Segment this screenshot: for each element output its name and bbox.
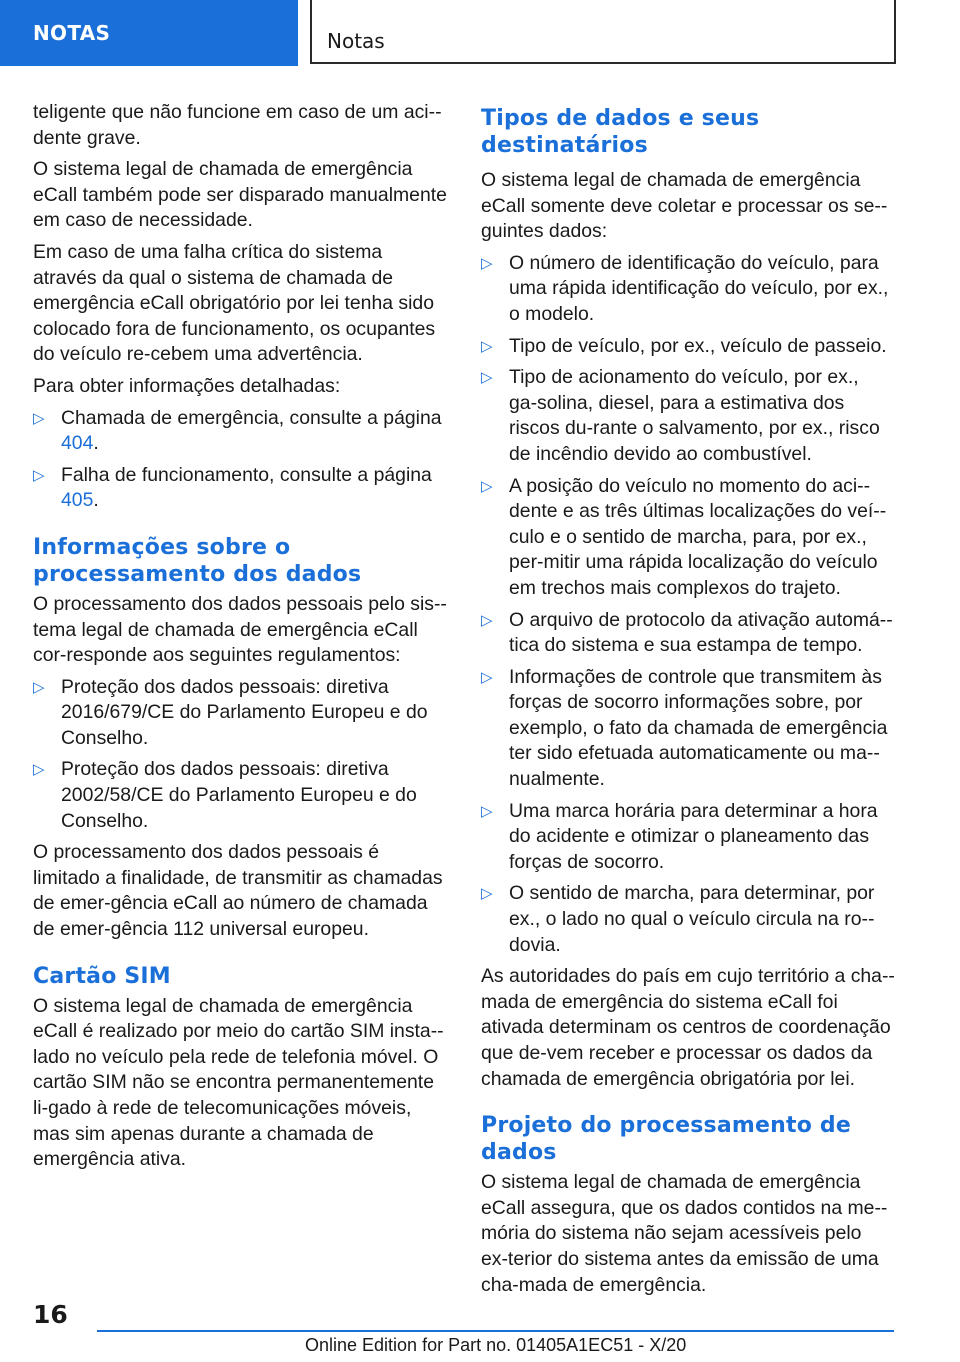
paragraph: O sistema legal de chamada de emergência eCall assegura, que os dados contidos na me-mória do sistema não sejam acessíveis pelo ex-terior do sistema antes da emissão de uma cha-mada de emergência. bbox=[481, 1171, 888, 1296]
list-item-end: . bbox=[93, 432, 99, 455]
list-item bbox=[481, 608, 895, 659]
list-item-text: A posição do veículo no momento do aci-dente e as três últimas localizações do veí-culo e o sentido de marcha, para, por ex., per-mitir uma rápida localização do veículo em trechos mais complexos do trajeto. bbox=[509, 474, 887, 599]
footer-divider bbox=[97, 1330, 894, 1332]
data-types-list bbox=[481, 251, 895, 958]
triangle-right-icon: ▷ bbox=[481, 610, 493, 629]
page-number: 16 bbox=[33, 1300, 68, 1329]
list-item bbox=[33, 406, 449, 457]
paragraph: teligente que não funcione em caso de um aci-dente grave. bbox=[33, 101, 442, 149]
reference-list bbox=[33, 406, 449, 514]
paragraph: As autoridades do país em cujo território a cha-mada de emergência do sistema eCall foi ativada determinam os centros de coordenação que de-vem receber e processar os dados da chamada de emergência obrigatória por lei. bbox=[481, 965, 895, 1090]
list-item-text: O arquivo de protocolo da ativação automá-tica do sistema e sua estampa de tempo. bbox=[509, 608, 893, 657]
section-tab: NOTAS bbox=[0, 0, 298, 66]
paragraph: Para obter informações detalhadas: bbox=[33, 374, 341, 397]
triangle-right-icon: ▷ bbox=[481, 801, 493, 820]
list-item-text: Informações de controle que transmitem às forças de socorro informações sobre, por exemplo, o fato da chamada de emergência ter sido efetuada automaticamente ou ma-nualmente. bbox=[509, 665, 888, 791]
triangle-right-icon: ▷ bbox=[33, 760, 45, 779]
heading-data-types: Tipos de dados e seus destinatários bbox=[481, 106, 760, 158]
paragraph: O sistema legal de chamada de emergência eCall também pode ser disparado manualmente em caso de necessidade. bbox=[33, 158, 447, 232]
triangle-right-icon: ▷ bbox=[481, 368, 493, 387]
left-column bbox=[33, 100, 449, 1179]
list-item-text: Tipo de acionamento do veículo, por ex., ga-solina, diesel, para a estimativa dos riscos du-rante o salvamento, por ex., risco de incêndio devido ao combustível. bbox=[509, 366, 880, 465]
triangle-right-icon: ▷ bbox=[33, 677, 45, 696]
list-item-text: O número de identificação do veículo, para uma rápida identificação do veículo, por ex., o modelo. bbox=[509, 251, 889, 325]
heading-data-processing: Informações sobre o processamento dos dados bbox=[33, 534, 362, 587]
triangle-right-icon: ▷ bbox=[481, 476, 493, 495]
triangle-right-icon: ▷ bbox=[481, 667, 493, 686]
paragraph: Em caso de uma falha crítica do sistema através da qual o sistema de chamada de emergência eCall obrigatório por lei tenha sido colocado fora de funcionamento, os ocupantes do veículo re-cebem uma advertência. bbox=[33, 240, 436, 366]
heading-sim-card: Cartão SIM bbox=[33, 963, 171, 989]
list-item bbox=[481, 251, 895, 328]
list-item-text: Proteção dos dados pessoais: diretiva 2002/58/CE do Parlamento Europeu e do Conselho. bbox=[61, 758, 417, 832]
page-link-404[interactable]: 404 bbox=[61, 432, 94, 455]
list-item-text: Chamada de emergência, consulte a página bbox=[61, 406, 442, 429]
list-item bbox=[481, 334, 895, 360]
page-header bbox=[0, 0, 960, 66]
list-item bbox=[481, 474, 895, 602]
list-item-text: Falha de funcionamento, consulte a página bbox=[61, 463, 432, 486]
list-item bbox=[33, 757, 449, 834]
list-item-text: Tipo de veículo, por ex., veículo de passeio. bbox=[509, 334, 887, 357]
paragraph: O processamento dos dados pessoais pelo sis-tema legal de chamada de emergência eCall cor-responde aos seguintes regulamentos: bbox=[33, 592, 447, 667]
list-item bbox=[33, 675, 449, 752]
list-item bbox=[481, 365, 895, 467]
paragraph: O sistema legal de chamada de emergência eCall é realizado por meio do cartão SIM insta-lado no veículo pela rede de telefonia móvel. O cartão SIM não se encontra permanentemente li-gado à rede de telecomunicações móveis, mas sim apenas durante a chamada de emergência ativa. bbox=[33, 994, 444, 1171]
footer-edition: Online Edition for Part no. 01405A1EC51 - X/20 bbox=[305, 1335, 687, 1355]
list-item-text: Uma marca horária para determinar a hora do acidente e otimizar o planeamento das forças de socorro. bbox=[509, 799, 878, 873]
right-column bbox=[481, 100, 895, 1304]
regulation-list bbox=[33, 675, 449, 835]
list-item-text: Proteção dos dados pessoais: diretiva 2016/679/CE do Parlamento Europeu e do Conselho. bbox=[61, 675, 428, 749]
list-item bbox=[481, 881, 895, 958]
triangle-right-icon: ▷ bbox=[481, 253, 493, 272]
list-item bbox=[481, 665, 895, 793]
triangle-right-icon: ▷ bbox=[481, 884, 493, 903]
list-item bbox=[33, 463, 449, 514]
heading-processing-design: Projeto do processamento de dados bbox=[481, 1113, 851, 1166]
paragraph: O processamento dos dados pessoais é limitado a finalidade, de transmitir as chamadas de emer-gência eCall ao número de chamada de emer-gência 112 universal europeu. bbox=[33, 841, 443, 941]
list-item bbox=[481, 799, 895, 876]
paragraph: O sistema legal de chamada de emergência eCall somente deve coletar e processar os se-guintes dados: bbox=[481, 169, 888, 243]
triangle-right-icon: ▷ bbox=[33, 408, 45, 427]
page-link-405[interactable]: 405 bbox=[61, 489, 94, 512]
list-item-text: O sentido de marcha, para determinar, por ex., o lado no qual o veículo circula na ro-dovia. bbox=[509, 882, 875, 956]
triangle-right-icon: ▷ bbox=[33, 465, 45, 484]
list-item-end: . bbox=[93, 489, 99, 512]
triangle-right-icon: ▷ bbox=[481, 336, 493, 355]
chapter-title: Notas bbox=[310, 0, 896, 64]
